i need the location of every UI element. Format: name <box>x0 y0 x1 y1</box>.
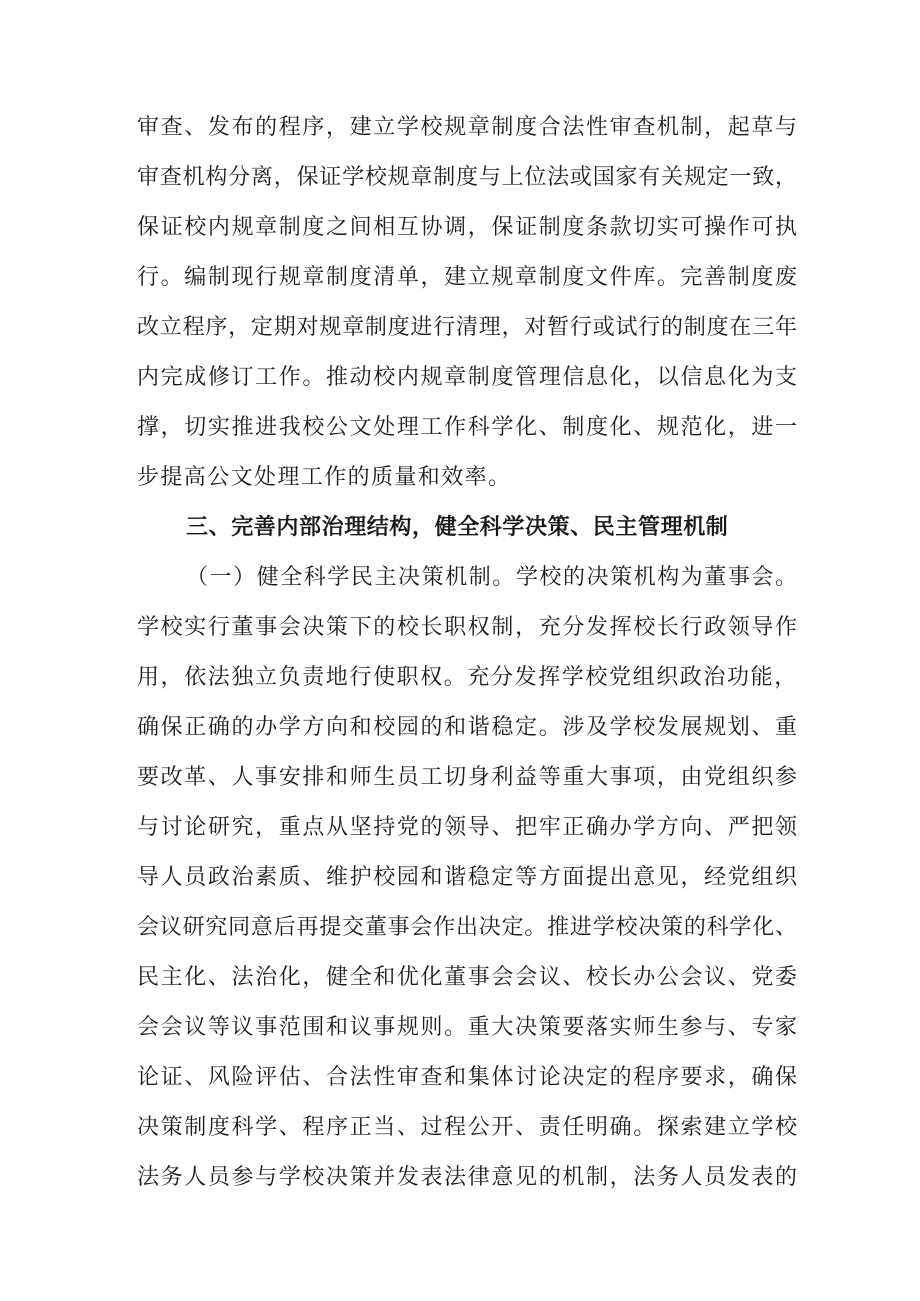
paragraph2-line-2: 学校实行董事会决策下的校长职权制，充分发挥校长行政领导作 <box>137 615 797 640</box>
paragraph2-line-9: 民主化、法治化，健全和优化董事会会议、校长办公会议、党委 <box>137 965 797 990</box>
paragraph1-line-3: 保证校内规章制度之间相互协调，保证制度条款切实可操作可执 <box>137 215 797 240</box>
paragraph2-line-11: 论证、风险评估、合法性审查和集体讨论决定的程序要求，确保 <box>137 1065 797 1090</box>
paragraph1-line-5: 改立程序，定期对规章制度进行清理，对暂行或试行的制度在三年 <box>137 315 797 340</box>
paragraph2-line-7: 导人员政治素质、维护校园和谐稳定等方面提出意见，经党组织 <box>137 865 797 890</box>
paragraph1-line-8: 步提高公文处理工作的质量和效率。 <box>137 465 512 490</box>
paragraph1-line-6: 内完成修订工作。推动校内规章制度管理信息化，以信息化为支 <box>137 365 797 390</box>
paragraph1-line-4: 行。编制现行规章制度清单，建立规章制度文件库。完善制度废 <box>137 265 797 290</box>
section-heading: 三、完善内部治理结构，健全科学决策、民主管理机制 <box>186 515 729 540</box>
paragraph2-line-5: 要改革、人事安排和师生员工切身利益等重大事项，由党组织参 <box>137 765 797 790</box>
paragraph2-line-10: 会会议等议事范围和议事规则。重大决策要落实师生参与、专家 <box>137 1015 797 1040</box>
paragraph2-line-3: 用，依法独立负责地行使职权。充分发挥学校党组织政治功能， <box>137 665 798 690</box>
paragraph2-line-13: 法务人员参与学校决策并发表法律意见的机制，法务人员发表的 <box>137 1165 797 1190</box>
paragraph2-line-4: 确保正确的办学方向和校园的和谐稳定。涉及学校发展规划、重 <box>137 715 797 740</box>
paragraph2-line-1: （一）健全科学民主决策机制。学校的决策机构为董事会。 <box>186 565 797 590</box>
paragraph1-line-7: 撑，切实推进我校公文处理工作科学化、制度化、规范化，进一 <box>137 415 797 440</box>
paragraph2-line-6: 与讨论研究，重点从坚持党的领导、把牢正确办学方向、严把领 <box>137 815 797 840</box>
paragraph1-line-1: 审查、发布的程序，建立学校规章制度合法性审查机制，起草与 <box>137 115 797 140</box>
paragraph2-line-8: 会议研究同意后再提交董事会作出决定。推进学校决策的科学化、 <box>137 915 797 940</box>
paragraph2-line-12: 决策制度科学、程序正当、过程公开、责任明确。探索建立学校 <box>137 1115 797 1140</box>
paragraph1-line-2: 审查机构分离，保证学校规章制度与上位法或国家有关规定一致， <box>137 165 797 190</box>
